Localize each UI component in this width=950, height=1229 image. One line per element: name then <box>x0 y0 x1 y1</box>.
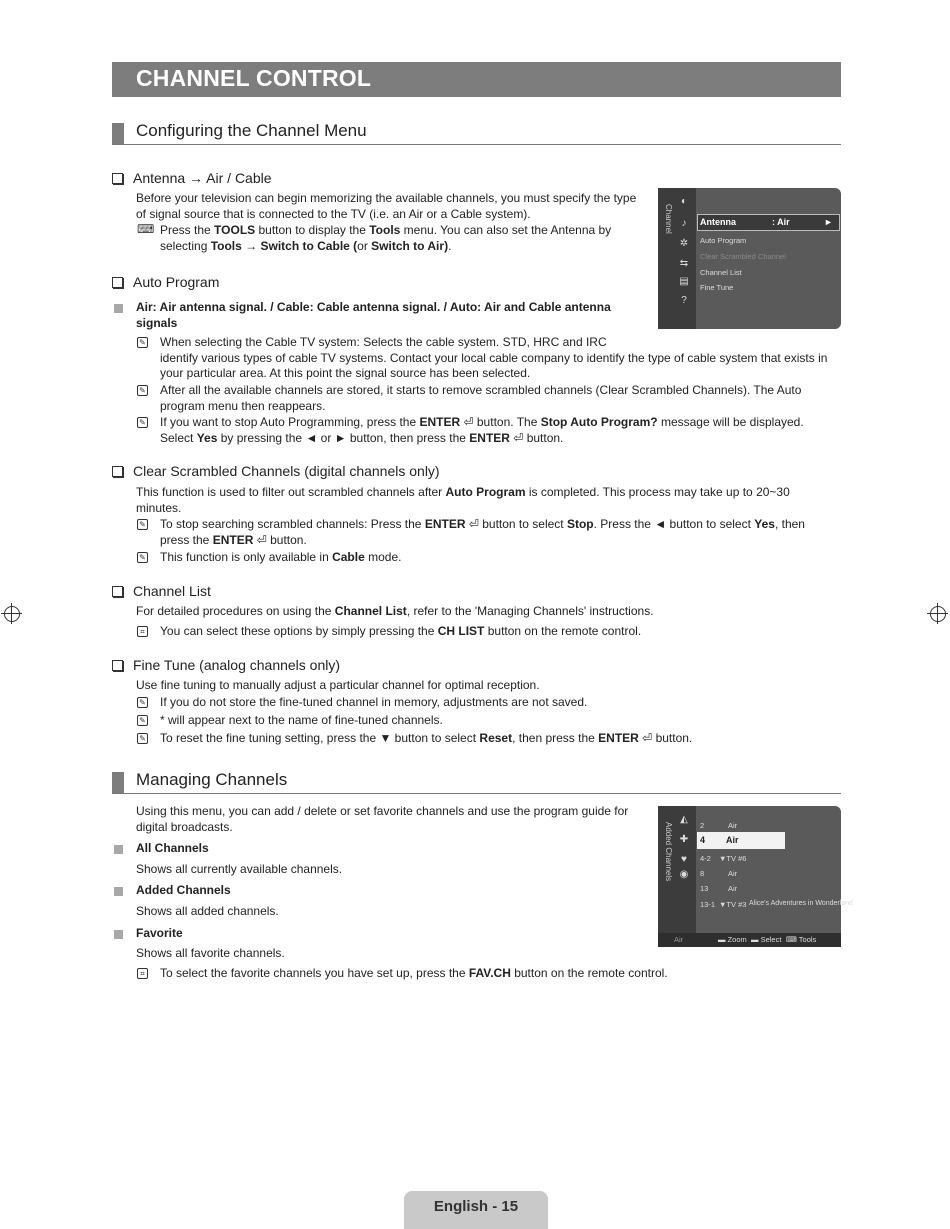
antenna-paragraph: Before your television can begin memorizing the available channels, you must specify the type of signal source that is connected to the TV (i.e. an Air or a Cable system). <box>136 191 637 221</box>
note-icon: ✎ <box>137 385 148 396</box>
programmed-icon: ◉ <box>679 869 689 880</box>
osd-antenna-label: Antenna <box>700 217 736 227</box>
clear-scrambled-note-1: To stop searching scrambled channels: Press the ENTER ⏎ button to select Stop. Press the ◄ button to select Yes, then press the ENTER ⏎ button. <box>160 517 805 547</box>
checkbox-bullet-icon <box>112 586 123 597</box>
osd-row-num: 4-2 <box>700 854 711 863</box>
tools-icon: ⌨ <box>786 935 797 944</box>
auto-program-note-1: When selecting the Cable TV system: Selects the cable system. STD, HRC and IRC identify various types of cable TV systems. Contact your local cable company to identify the type of cable system that exists in your particular area. At this point the signal source has been selected. <box>160 335 828 380</box>
channel-menu-screenshot <box>658 188 841 329</box>
enter-key-icon: ⏎ <box>642 731 653 745</box>
fine-tune-note-3: To reset the fine tuning setting, press the ▼ button to select Reset, then press the ENTER ⏎ button. <box>160 731 693 745</box>
osd-row-program: Alice's Adventures in Wonderland <box>749 900 853 907</box>
subheading-antenna: Antenna → Air / Cable <box>112 170 272 186</box>
subheading-auto-program: Auto Program <box>112 274 219 290</box>
chapter-title: CHANNEL CONTROL <box>136 65 372 91</box>
favorite-note: To select the favorite channels you have set up, press the FAV.CH button on the remote control. <box>160 966 668 980</box>
sound-icon: ♪ <box>681 218 687 229</box>
channel-list-paragraph: For detailed procedures on using the Channel List, refer to the 'Managing Channels' instructions. <box>136 604 654 618</box>
remote-note-icon: ⌗ <box>137 968 148 979</box>
checkbox-bullet-icon <box>112 173 123 184</box>
note-icon: ✎ <box>137 417 148 428</box>
osd-footer-source: Air <box>674 935 684 944</box>
osd-row-name: ▼TV #3 <box>719 900 747 909</box>
osd-item: Clear Scrambled Channel <box>700 252 786 261</box>
section-title: Managing Channels <box>136 770 288 789</box>
osd-row-num: 13 <box>700 884 709 893</box>
all-channels-icon: ◭ <box>680 814 688 825</box>
note-icon: ✎ <box>137 519 148 530</box>
favorite-title: Favorite <box>136 926 183 940</box>
note-icon: ✎ <box>137 715 148 726</box>
osd-row-name: Air <box>728 884 738 893</box>
checkbox-bullet-icon <box>112 466 123 477</box>
all-channels-title: All Channels <box>136 841 209 855</box>
osd-footer-select: ▬ Select <box>751 935 782 944</box>
section-heading-managing <box>112 770 841 794</box>
osd-footer-tools: ⌨ Tools <box>786 935 817 944</box>
added-channels-title: Added Channels <box>136 883 231 897</box>
clear-scrambled-note-2: This function is only available in Cable mode. <box>160 550 402 564</box>
support-icon: ? <box>681 295 687 306</box>
section-marker <box>112 772 124 793</box>
osd-antenna-value: : Air <box>772 217 790 227</box>
subheading-channel-list: Channel List <box>112 583 211 599</box>
osd-highlight-row <box>697 832 785 849</box>
square-bullet-icon <box>114 845 123 854</box>
osd-row-num: 13-1 <box>700 900 716 909</box>
added-channels-screenshot <box>658 806 853 947</box>
note-icon: ✎ <box>137 697 148 708</box>
select-button-icon: ▬ <box>751 935 759 944</box>
setup-gear-icon: ✲ <box>679 238 689 249</box>
square-bullet-icon <box>114 930 123 939</box>
osd-row-name: Air <box>726 835 739 845</box>
favorite-heart-icon: ♥ <box>681 854 687 865</box>
osd-row-name: Air <box>728 821 738 830</box>
favorite-desc: Shows all favorite channels. <box>136 946 285 960</box>
auto-program-note-3: If you want to stop Auto Programming, press the ENTER ⏎ button. The Stop Auto Program? message will be displayed. Select Yes by pressing the ◄ or ► button, then press the ENTER ⏎ button. <box>160 415 804 445</box>
osd-row-num: 2 <box>700 821 705 830</box>
square-bullet-icon <box>114 304 123 313</box>
remote-note-icon: ⌗ <box>137 626 148 637</box>
checkbox-bullet-icon <box>112 277 123 288</box>
added-channels-icon: ✚ <box>679 834 689 845</box>
clear-scrambled-paragraph: This function is used to filter out scrambled channels after Auto Program is completed. This process may take up to 20~30 minutes. <box>136 485 790 515</box>
osd-row-name: ▼TV #6 <box>719 854 747 863</box>
enter-key-icon: ⏎ <box>468 517 479 531</box>
arrow-right-icon: ► <box>824 217 833 227</box>
tools-note-icon: ⌨ <box>137 222 155 236</box>
note-icon: ✎ <box>137 337 148 348</box>
osd-item: Fine Tune <box>700 283 734 292</box>
fine-tune-paragraph: Use fine tuning to manually adjust a particular channel for optimal reception. <box>136 678 540 692</box>
section-marker <box>112 123 124 144</box>
subheading-clear-scrambled: Clear Scrambled Channels (digital channels only) <box>112 463 440 479</box>
osd-footer-zoom: ▬ Zoom <box>718 935 747 944</box>
osd-row-name: Air <box>728 869 738 878</box>
auto-program-options: Air: Air antenna signal. / Cable: Cable antenna signal. / Auto: Air and Cable antenna signals <box>136 300 611 330</box>
page-number-tab <box>404 1191 548 1229</box>
all-channels-desc: Shows all currently available channels. <box>136 862 343 876</box>
channel-list-note: You can select these options by simply pressing the CH LIST button on the remote control. <box>160 624 642 638</box>
auto-program-note-2: After all the available channels are stored, it starts to remove scrambled channels (Clear Scrambled Channels). The Auto program menu then reappears. <box>160 383 802 413</box>
input-icon: ⇆ <box>679 258 689 269</box>
registration-mark-icon <box>4 606 20 622</box>
osd-row-num: 8 <box>700 869 705 878</box>
fine-tune-note-1: If you do not store the fine-tuned channel in memory, adjustments are not saved. <box>160 695 588 709</box>
osd-side-label: Added Channels <box>664 822 673 882</box>
added-channels-desc: Shows all added channels. <box>136 904 279 918</box>
note-icon: ✎ <box>137 733 148 744</box>
managing-intro: Using this menu, you can add / delete or set favorite channels and use the program guide for digital broadcasts. <box>136 804 629 834</box>
section-title: Configuring the Channel Menu <box>136 121 367 140</box>
fine-tune-note-2: * will appear next to the name of fine-tuned channels. <box>160 713 443 727</box>
osd-side-label: Channel <box>664 204 673 234</box>
antenna-tools-note: Press the TOOLS button to display the Tools menu. You can also set the Antenna by selecting Tools → Switch to Cable (or Switch to Air). <box>160 223 612 253</box>
checkbox-bullet-icon <box>112 660 123 671</box>
application-icon: ▤ <box>679 276 689 287</box>
enter-key-icon: ⏎ <box>513 430 524 445</box>
section-heading-config <box>112 121 841 145</box>
subheading-fine-tune: Fine Tune (analog channels only) <box>112 657 340 673</box>
chapter-header <box>112 62 841 97</box>
page-number: English - 15 <box>433 1198 519 1215</box>
square-bullet-icon <box>114 887 123 896</box>
enter-key-icon: ⏎ <box>463 415 474 429</box>
enter-key-icon: ⏎ <box>256 532 267 547</box>
osd-row-num: 4 <box>700 835 706 845</box>
picture-icon: ◐ <box>680 196 688 207</box>
note-icon: ✎ <box>137 552 148 563</box>
zoom-button-icon: ▬ <box>718 935 726 944</box>
osd-item: Auto Program <box>700 236 747 245</box>
osd-item: Channel List <box>700 268 742 277</box>
registration-mark-icon <box>930 606 946 622</box>
